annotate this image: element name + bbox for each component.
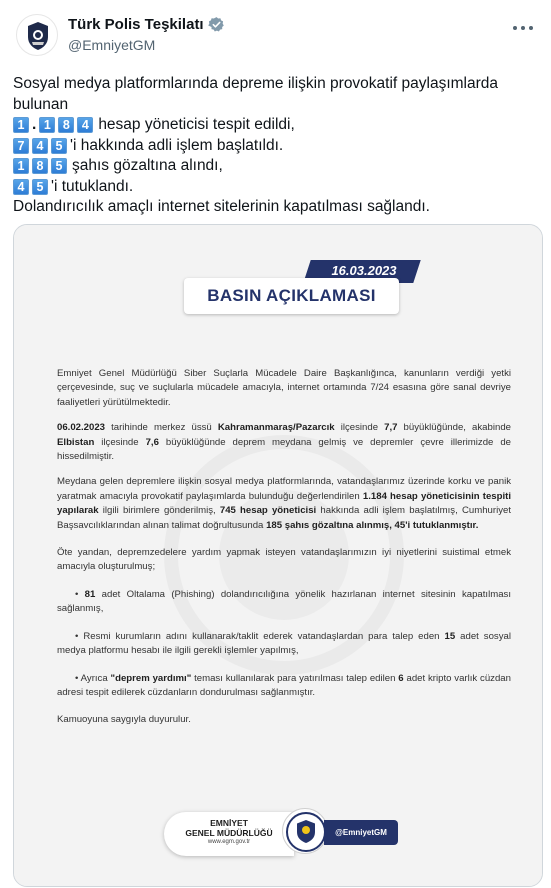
text-span: ilçesinde xyxy=(334,422,385,434)
bold-number: 15 xyxy=(444,630,456,642)
keycap-digit: 8 xyxy=(58,117,74,133)
text-span: Resmi kurumların adını kullanarak/taklit ederek vatandaşlardan para talep eden xyxy=(83,630,445,642)
bold-quote: "deprem yardımı" xyxy=(110,672,192,684)
bold-detained: 185 şahıs gözaltına alınmış, 45'i tutuklanmıştır. xyxy=(266,519,479,531)
document-date: 16.03.2023 xyxy=(331,263,397,278)
keycap-digit: 4 xyxy=(32,138,48,154)
police-emblem-icon xyxy=(282,808,328,854)
name-row xyxy=(68,16,225,33)
more-dot xyxy=(513,26,517,30)
tweet-media-image[interactable] xyxy=(13,224,543,887)
keycap-digit: 1 xyxy=(13,158,29,174)
closing-line: Kamuoyuna saygıyla duyurulur. xyxy=(57,714,191,726)
bold-number: 81 xyxy=(84,588,96,600)
bold-magnitude: 7,6 xyxy=(145,436,159,448)
bullet-mark: • xyxy=(75,588,79,600)
tweet-text xyxy=(13,74,539,218)
more-options-icon[interactable] xyxy=(510,18,536,38)
account-handle[interactable]: @EmniyetGM xyxy=(68,37,156,53)
text-span: ilçesinde xyxy=(94,436,146,448)
text-span: Meydana gelen depremlere ilişkin sosyal medya platformlarında, vatandaşlarımız üzerinde korku ve panik yaratmak amacıyla provokatif paylaşımlarda bulunduğu değerlendirilen xyxy=(57,476,511,502)
paragraph-earthquake xyxy=(57,421,511,464)
footer-handle-tag xyxy=(324,820,398,845)
text-span: adet sosyal medya platformu hesabı ile ilgili gerekli işlemler yapılmış, xyxy=(57,630,511,657)
tweet-line-5 xyxy=(13,177,539,198)
text-span: adet kripto varlık cüzdan adresi tespit edilerek cüzdanların dondurulması sağlanmıştır. xyxy=(57,672,511,698)
bullet-phishing xyxy=(57,588,511,617)
tweet-line-4 xyxy=(13,156,539,177)
tweet-line-text: hesap yöneticisi tespit edildi, xyxy=(98,116,295,133)
tweet-header xyxy=(16,14,536,62)
footer-org-line1: EMNİYET xyxy=(210,818,248,828)
bold-magnitude: 7,7 xyxy=(384,422,398,434)
bold-place: Elbistan xyxy=(57,436,95,448)
keycap-digit: 5 xyxy=(51,138,67,154)
text-span: ilgili birimlere gönderilmiş, xyxy=(98,505,220,517)
bullet-mark: • xyxy=(75,630,79,642)
keycap-digit: 8 xyxy=(32,158,48,174)
account-avatar[interactable] xyxy=(16,14,58,56)
paragraph-intro: Emniyet Genel Müdürlüğü Siber Suçlarla Mücadele Daire Başkanlığınca, kanunların verdiği yetki çerçevesinde, suç ve suçlularla mücadele amacıyla, internet ortamında 7/24 esasına göre sanal devriye faaliyetleri yürütülmektedir. xyxy=(57,368,511,408)
document-footer xyxy=(164,808,404,858)
text-span: Ayrıca xyxy=(80,672,111,684)
more-dot xyxy=(529,26,533,30)
text-span: hakkında adli işlem başlatılmış, Cumhuriyet Başsavcılıklarından alınan talimat doğrultusunda xyxy=(57,505,511,531)
bold-accounts-detected: 1.184 hesap yöneticisinin tespiti yapılarak xyxy=(57,490,512,517)
keycap-digit: 5 xyxy=(32,179,48,195)
keycap-dot: . xyxy=(32,116,37,133)
bullet-mark: • xyxy=(75,672,79,684)
tweet-line-3 xyxy=(13,136,539,157)
bullet-crypto xyxy=(57,672,511,701)
tweet-line-text: 'i hakkında adli işlem başlatıldı. xyxy=(70,136,284,154)
text-span: tarihinde merkez üssü xyxy=(105,422,218,434)
document-title-box xyxy=(184,278,399,314)
display-name[interactable]: Türk Polis Teşkilatı xyxy=(68,16,204,33)
footer-card xyxy=(164,812,294,856)
text-span: büyüklüğünde deprem meydana gelmiş ve depremler çevre illerimizde de hissedilmiştir. xyxy=(57,436,511,463)
bold-date: 06.02.2023 xyxy=(57,422,106,434)
document-title: BASIN AÇIKLAMASI xyxy=(207,286,376,305)
paragraph-accounts xyxy=(57,475,511,533)
tweet-line-1: Sosyal medya platformlarında depreme ilişkin provokatif paylaşımlarda bulunan xyxy=(13,75,499,113)
footer-handle: @EmniyetGM xyxy=(335,828,387,837)
bold-number: 6 xyxy=(398,672,404,684)
bullet-social-accounts xyxy=(57,630,511,659)
text-span: teması kullanılarak para yatırılması talep edilen xyxy=(191,672,399,684)
verified-badge-icon xyxy=(208,16,225,33)
more-dot xyxy=(521,26,525,30)
keycap-digit: 4 xyxy=(77,117,93,133)
document-body xyxy=(57,367,511,739)
bold-accounts-legal: 745 hesap yöneticisi xyxy=(219,505,317,517)
footer-url: www.egm.gov.tr xyxy=(207,839,251,845)
tweet-line-text: şahıs gözaltına alındı, xyxy=(72,157,223,174)
police-emblem-svg xyxy=(283,809,328,854)
keycap-digit: 7 xyxy=(13,138,29,154)
text-span: adet Oltalama (Phishing) dolandırıcılığına yönelik hazırlanan internet sitesinin kapatılması sağlanmış, xyxy=(57,588,511,615)
tweet-line-6: Dolandırıcılık amaçlı internet sitelerinin kapatılması sağlandı. xyxy=(13,198,430,215)
tweet-line-2 xyxy=(13,115,539,136)
keycap-digit: 1 xyxy=(39,117,55,133)
text-span: büyüklüğünde, akabinde xyxy=(397,422,511,434)
tweet-line-text: 'i tutuklandı. xyxy=(51,177,134,195)
keycap-digit: 1 xyxy=(13,117,29,133)
footer-org-line2: GENEL MÜDÜRLÜĞÜ xyxy=(185,828,273,838)
police-emblem-icon xyxy=(17,15,58,56)
keycap-digit: 5 xyxy=(51,158,67,174)
press-release-document xyxy=(14,225,542,886)
bold-place: Kahramanmaraş/Pazarcık xyxy=(217,422,335,434)
paragraph-fraud-intro: Öte yandan, depremzedelere yardım yapmak isteyen vatandaşlarımızın iyi niyetlerini suistimal etmek amacıyla oluşturulmuş; xyxy=(57,547,511,573)
keycap-digit: 4 xyxy=(13,179,29,195)
